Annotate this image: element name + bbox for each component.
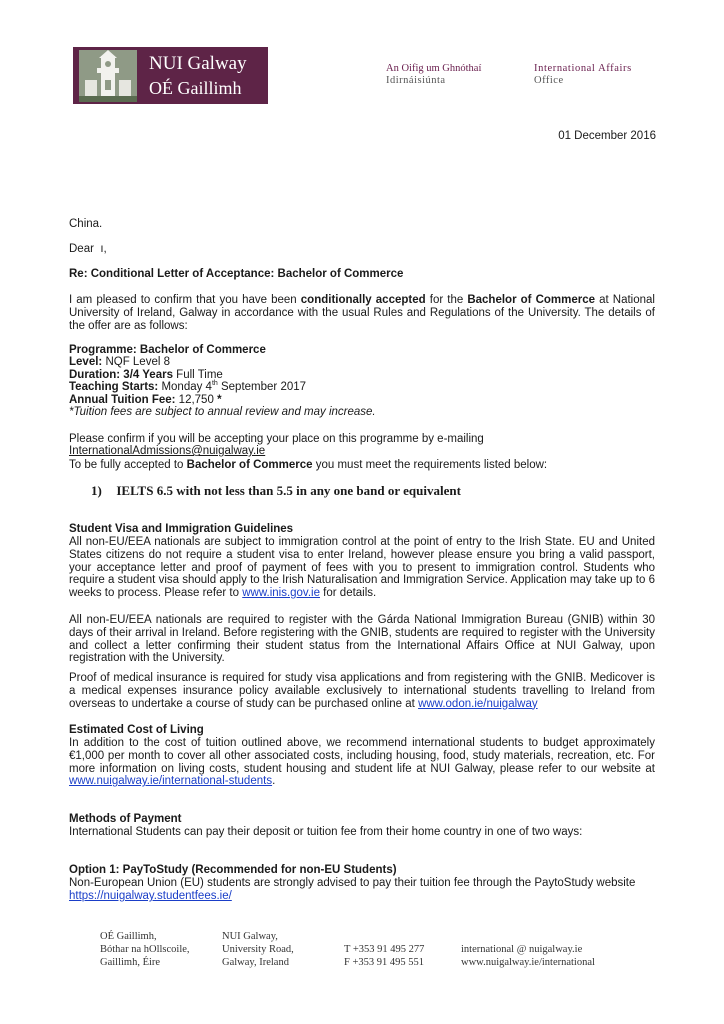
admissions-email-link[interactable]: InternationalAdmissions@nuigalway.ie (69, 445, 266, 457)
address-country: China. (69, 218, 103, 230)
clock-tower-icon (79, 50, 137, 102)
living-cost-paragraph: In addition to the cost of tuition outlined above, we recommend international students to budget approximately €1,000 per month to cover all other associated costs, including housing, food, study materials, recreation, etc. For more information on living costs, student housing and student life at NUI Galway, please refer to our website at www.nuigalway.ie/international-students. (69, 737, 655, 788)
visa-paragraph-1: All non-EU/EEA nationals are subject to immigration control at the point of entry to the Irish State. EU and United States citizens do not require a student visa to enter Ireland, however please ensure you bring a valid passport, your acceptance letter and proof of payment of fees with you to present to immigration control. Students who require a student visa should apply to the Irish Naturalisation and Immigration Service. Application may take up to 6 weeks to process. Please refer to www.inis.gov.ie for details. (69, 536, 655, 600)
confirm-paragraph: Please confirm if you will be accepting your place on this programme by e-mailing InternationalAdmissions@nuigalway.ie (69, 433, 484, 457)
office-name-english: International Affairs Office (534, 63, 632, 86)
requirement-item: 1) IELTS 6.5 with not less than 5.5 in any one band or equivalent (91, 483, 461, 498)
paytostudy-link[interactable]: https://nuigalway.studentfees.ie/ (69, 890, 232, 902)
international-students-link[interactable]: www.nuigalway.ie/international-students (69, 775, 273, 788)
visa-heading: Student Visa and Immigration Guidelines (69, 523, 294, 535)
level-line: Level: NQF Level 8 (69, 356, 170, 369)
offer-details (69, 344, 376, 418)
tuition-fee-note: *Tuition fees are subject to annual review and may increase. (69, 406, 376, 419)
footer-address-irish: OÉ Gaillimh, Bóthar na hOllscoile, Gaillimh, Éire (100, 931, 190, 968)
university-logo (73, 47, 268, 104)
footer-email[interactable]: international @ nuigalway.ie (461, 944, 583, 955)
odon-insurance-link[interactable]: www.odon.ie/nuigalway (418, 697, 538, 710)
inis-link[interactable]: www.inis.gov.ie (242, 587, 320, 600)
requirements-intro: To be fully accepted to Bachelor of Commerce you must meet the requirements listed below: (69, 459, 548, 471)
teaching-starts-line: Teaching Starts: Monday 4th September 2017 (69, 380, 307, 394)
payment-heading: Methods of Payment (69, 813, 182, 825)
programme-line: Programme: Bachelor of Commerce (69, 344, 266, 356)
footer-contact (461, 943, 595, 969)
subject-line: Re: Conditional Letter of Acceptance: Bachelor of Commerce (69, 268, 404, 280)
salutation: Dear ı, (69, 243, 107, 255)
letter-date: 01 December 2016 (558, 130, 656, 142)
living-cost-heading: Estimated Cost of Living (69, 724, 204, 736)
payment-text: International Students can pay their deposit or tuition fee from their home country in one of two ways: (69, 826, 583, 838)
visa-paragraph-2: All non-EU/EEA nationals are required to register with the Gárda National Immigration Bureau (GNIB) within 30 days of their arrival in Ireland. Before registering with the GNIB, students are required to register with the University and collect a letter confirming their student status from the International Affairs Office at NUI Galway, upon registration with the University. (69, 614, 655, 665)
intro-paragraph: I am pleased to confirm that you have been conditionally accepted for the Bachelor of Commerce at National University of Ireland, Galway in accordance with the usual Rules and Regulations of the University. The details of the offer are as follows: (69, 294, 655, 332)
logo-irish-name: OÉ Gaillimh (149, 78, 242, 98)
footer-address-english: NUI Galway, University Road, Galway, Ireland (222, 931, 294, 968)
footer-website[interactable]: www.nuigalway.ie/international (461, 957, 595, 968)
tuition-fee-line: Annual Tuition Fee: 12,750 * (69, 393, 222, 406)
office-name-irish: An Oifig um Ghnóthaí Idirnáisiúnta (386, 63, 482, 86)
duration-line: Duration: 3/4 Years Full Time (69, 368, 223, 381)
option1-heading: Option 1: PayToStudy (Recommended for non-EU Students) (69, 864, 397, 876)
visa-paragraph-3: Proof of medical insurance is required for study visa applications and from registering with the GNIB. Medicover is a medical expenses insurance policy available exclusively to international students travelling to Ireland from overseas to undertake a course of study can be purchased online at www.odon.ie/nuigalway (69, 672, 655, 710)
footer-phone: T +353 91 495 277 F +353 91 495 551 (344, 944, 425, 968)
logo-english-name: NUI Galway (149, 53, 247, 74)
option1-text: Non-European Union (EU) students are strongly advised to pay their tuition fee through the PaytoStudy website (69, 877, 636, 889)
